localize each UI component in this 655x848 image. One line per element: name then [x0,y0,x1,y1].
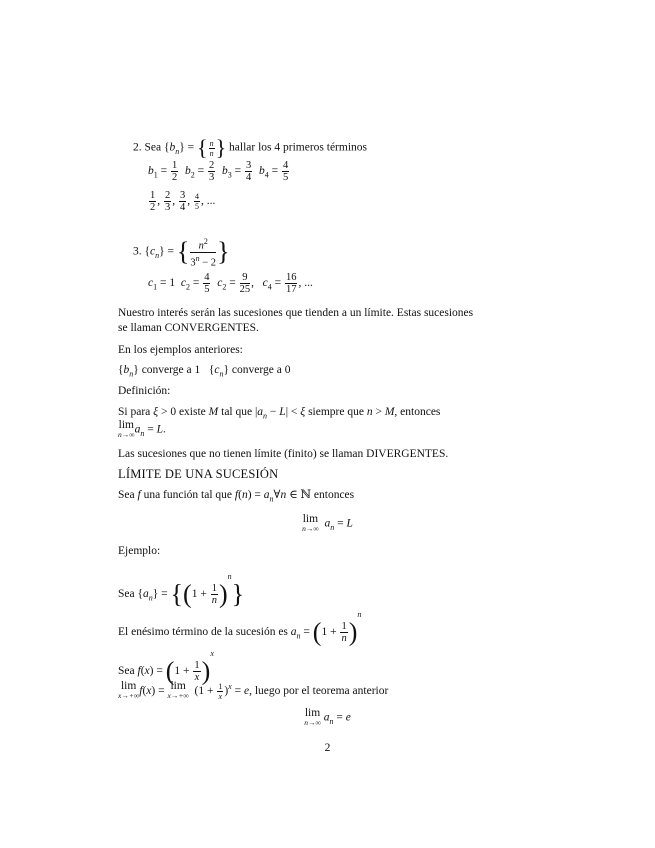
item-3-number: 3. [133,245,142,258]
sea-fx-lead: Sea [118,665,135,677]
converge-line: $\{b_n\}$ converge a 1 $\{c_n\}$ converge a 0 [118,364,291,379]
item-2-line: 2. Sea $\{b_n\}$ = { $\frac{n}{n}$ } hallar los 4 primeros términos [133,135,368,160]
enesimo-text: El enésimo término de la sucesión es [118,626,288,638]
enesimo-line: El enésimo término de la sucesión es $a_n = (1$ + $\frac{1}{n}$ )$^n$ [118,610,362,647]
converge-c: converge a 0 [231,364,291,376]
luego-text: , luego por el teorema anterior [249,684,389,697]
item-2-number: 2. [133,141,142,154]
sea-f-3: entonces [313,489,355,501]
def-text-4: siempre que [308,406,364,418]
sea-fx-line: Sea f(x) = (1 + $\frac{1}{x}$ )$^x$ [118,649,214,686]
lim-an-e: lim n→∞ $a_n = e$ [304,707,351,727]
def-text-1: Si para [118,406,151,418]
def-text-2: existe [178,406,206,418]
definition-line-1: Si para ξ > 0 existe M tal que $|a_n - L| < \xi$ siempre que n > M, entonces [118,406,441,421]
sea-an-line: Sea $\{a_n\} = \{(1$ + $\frac{1}{n}$ )$^n$} [118,572,245,609]
item-3-terms: $c_1 = 1$ $c_2$ = $\frac{4}{5}$ $c_2$ = $\frac{9}{25}$ , $c_4$ = $\frac{16}{17}$ , ... [148,272,313,295]
item-2-sequence: $\frac{1}{2}$ , $\frac{2}{3}$ , $\frac{3}{4}$ , $\frac{4}{5}$ , ... [150,190,216,213]
item-2-lead: Sea [144,141,162,154]
limit-e-line: lim x→+∞ f(x) = lim x→+∞ (1 + $\frac{1}{x}$ )$^x$ = e, luego por el teorema anterior [118,680,389,701]
lim-an-L: lim n→∞ $a_n = L$ [302,513,353,533]
para-ejemplos: En los ejemplos anteriores: [118,344,243,356]
sea-f-2: una función tal que [143,489,233,501]
def-text-5: , entonces [394,406,441,418]
para-convergentes-2: se llaman CONVERGENTES. [118,322,259,334]
ejemplo-label: Ejemplo: [118,545,161,557]
definition-line-2: lim n→∞ $a_n = L$. [118,419,166,439]
para-convergentes-1: Nuestro interés serán las sucesiones que tienden a un límite. Estas sucesiones [118,307,474,319]
section-heading: LÍMITE DE UNA SUCESIÓN [118,467,279,481]
definicion-label: Definición: [118,385,171,397]
page-number: 2 [324,742,331,754]
def-text-3: tal que [221,406,253,418]
item-2-tail: hallar los 4 primeros términos [229,141,368,154]
sea-f-1: Sea [118,489,135,501]
sequence-ellipsis: , ... [201,195,216,208]
sea-an-lead: Sea [118,588,135,600]
sea-f-line: Sea f una función tal que $f(n) = a_n\forall n$ ∈ ℕ entonces [118,489,355,504]
converge-b: converge a 1 [141,364,201,376]
item-2-terms: $b_1$ = $\frac{1}{2}$ $b_2$ = $\frac{2}{3}$ $b_3$ = $\frac{3}{4}$ $b_4$ = $\frac{4}{5}$ [148,160,289,183]
para-divergentes: Las sucesiones que no tienen límite (finito) se llaman DIVERGENTES. [118,448,449,460]
item-3-line: 3. $\{c_n\}$ = { $\frac{n^2}{3^n - 2}$ } [133,237,230,268]
